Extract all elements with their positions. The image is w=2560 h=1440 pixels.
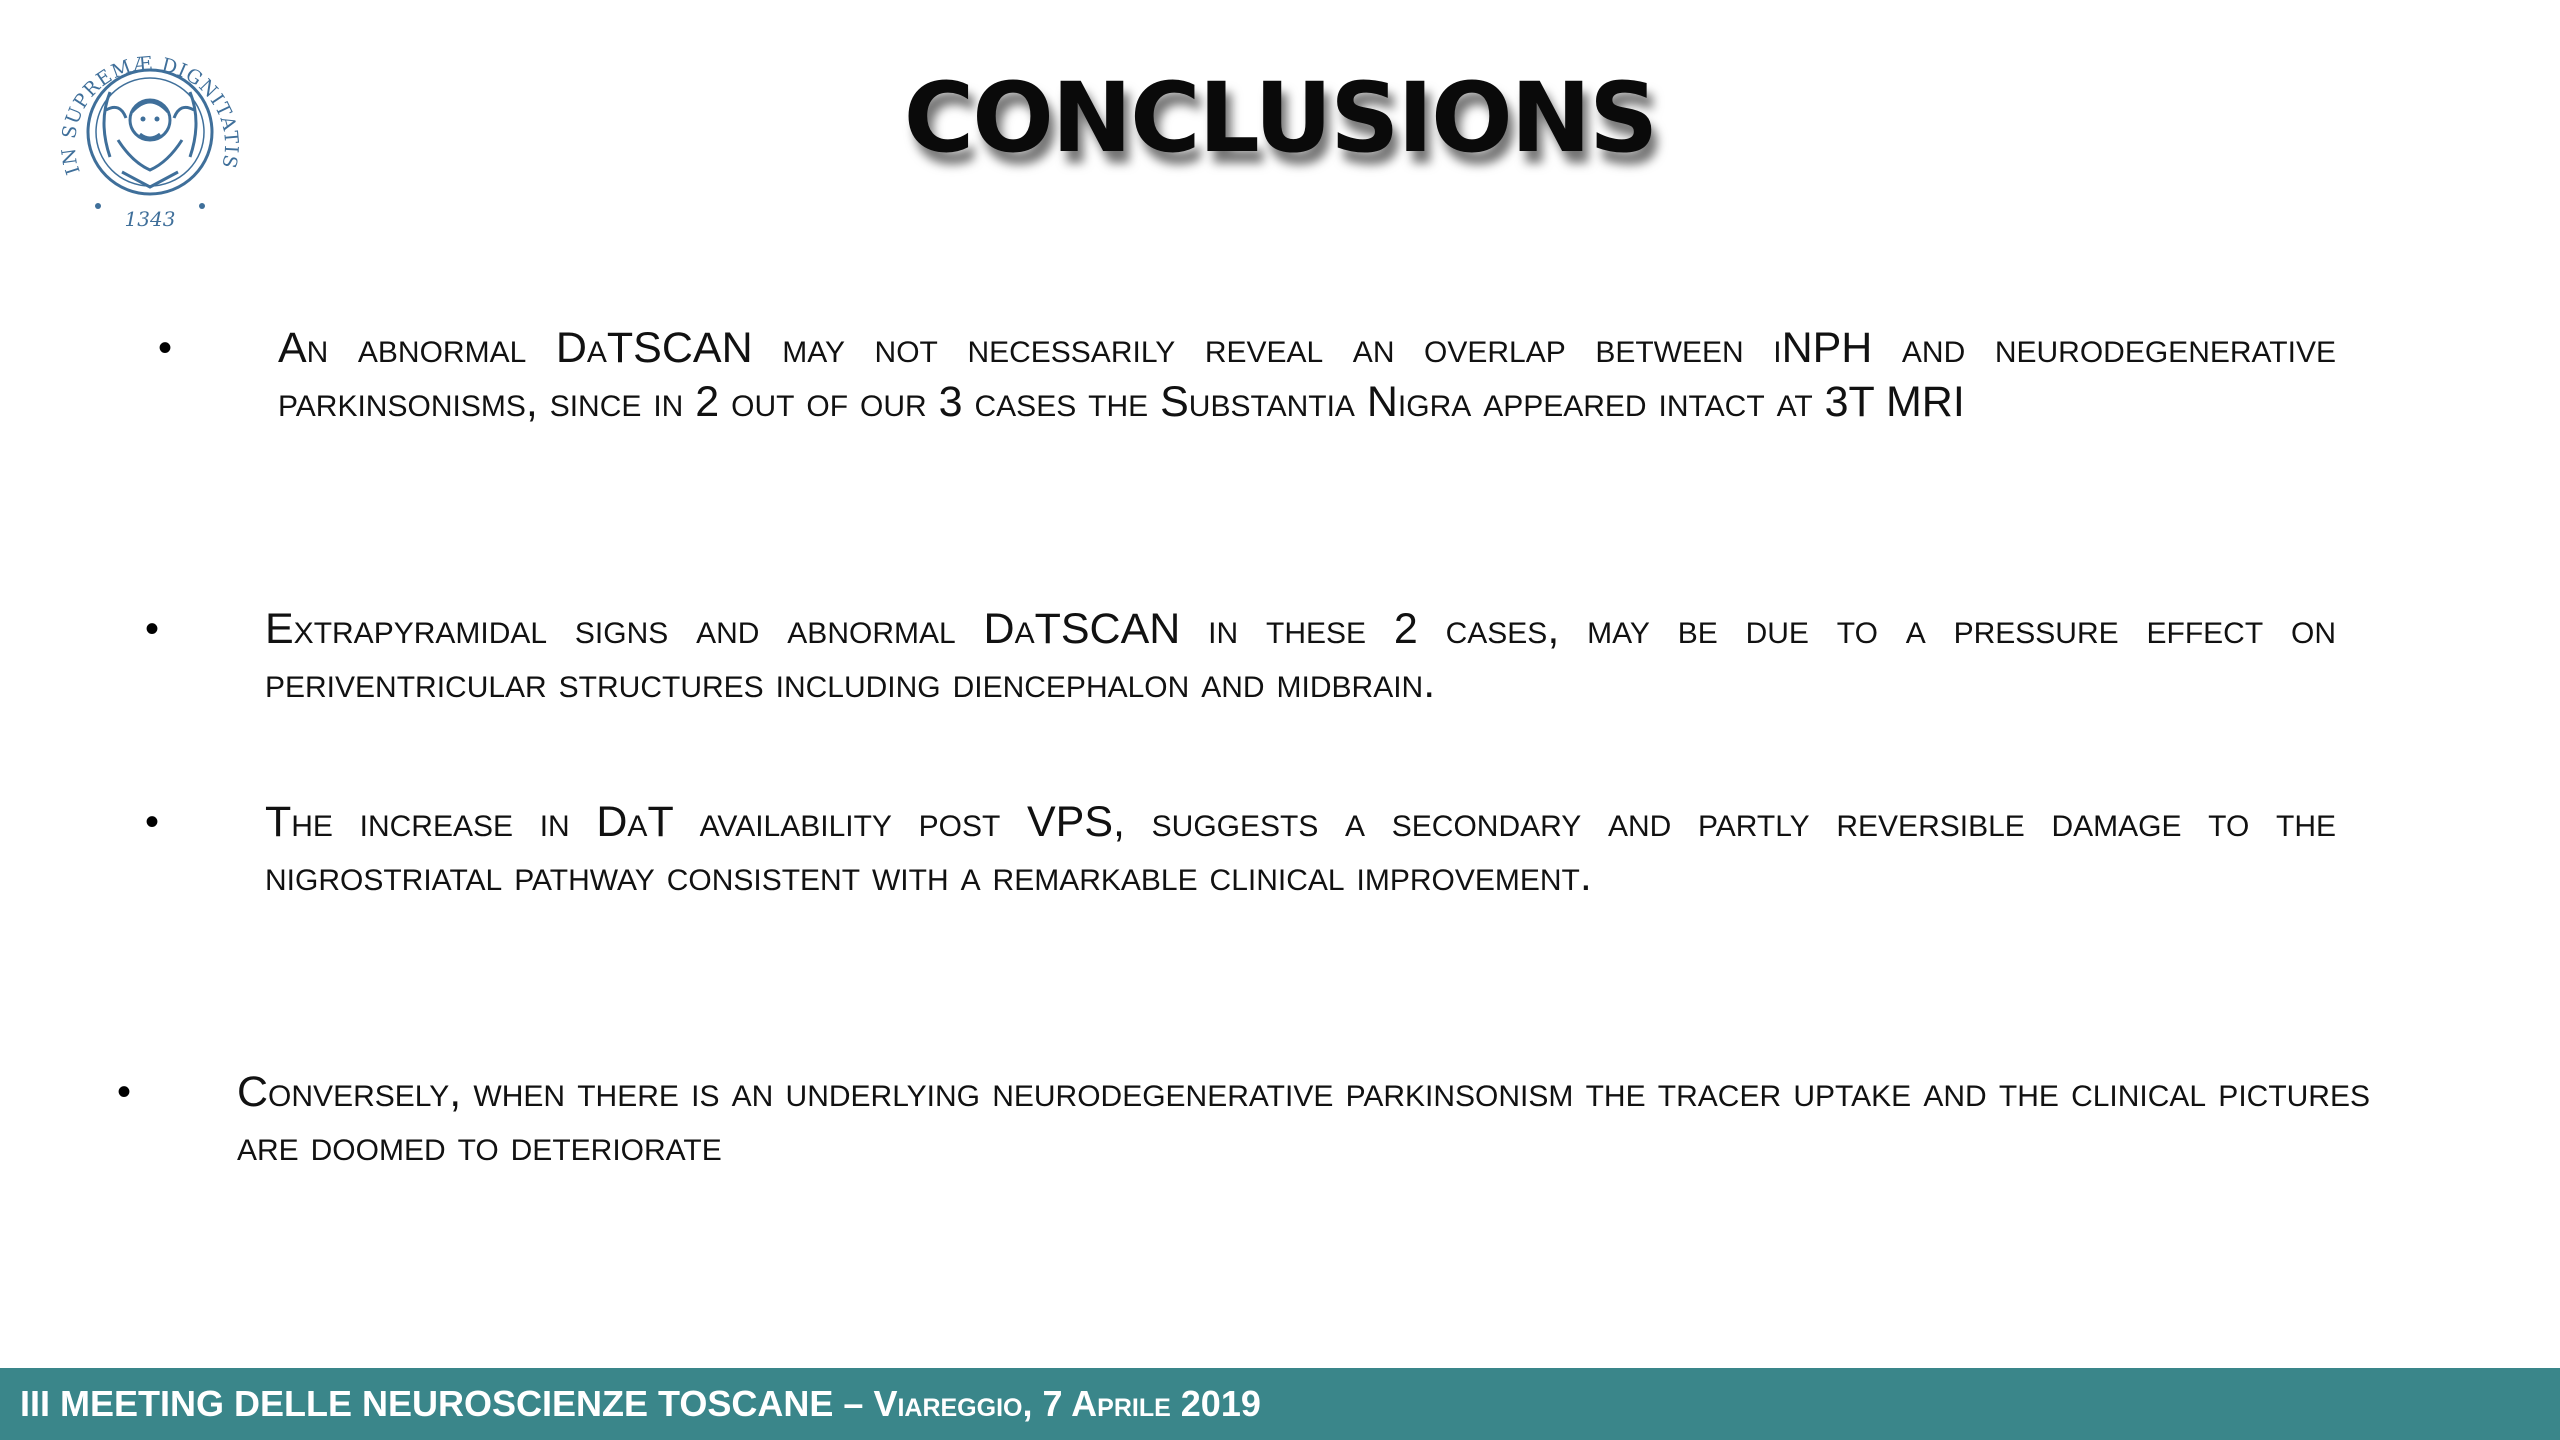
footer-event: III MEETING DELLE NEUROSCIENZE TOSCANE – <box>20 1383 874 1424</box>
footer-bar <box>0 1368 2560 1440</box>
bullet-marker: • <box>117 1070 132 1114</box>
footer-text <box>20 1384 1261 1424</box>
conclusion-bullet-3: The increase in DaT availability post VPS, suggests a secondary and partly reversible damage to the nigrostriatal pathway consistent with a remarkable clinical improvement. <box>265 798 2336 900</box>
slide-title: CONCLUSIONS <box>903 62 1657 174</box>
footer-place-date: Viareggio, 7 Aprile 2019 <box>873 1383 1261 1424</box>
bullet-marker: • <box>145 800 160 844</box>
conclusion-bullet-4: Conversely, when there is an underlying neurodegenerative parkinsonism the tracer uptake and the clinical pictures are doomed to deteriorate <box>237 1068 2370 1170</box>
seal-year: 1343 <box>124 207 176 231</box>
conclusion-bullet-1: An abnormal DaTSCAN may not necessarily reveal an overlap between iNPH and neurodegenerative parkinsonisms, since in 2 out of our 3 cases the Substantia Nigra appeared intact at 3T MRI <box>278 324 2336 426</box>
bullet-marker: • <box>158 326 173 370</box>
bullet-marker: • <box>145 607 160 651</box>
seal-ring-text: IN SUPREMÆ DIGNITATIS <box>57 52 243 178</box>
conclusion-bullet-2: Extrapyramidal signs and abnormal DaTSCAN in these 2 cases, may be due to a pressure effect on periventricular structures including diencephalon and midbrain. <box>265 605 2336 707</box>
